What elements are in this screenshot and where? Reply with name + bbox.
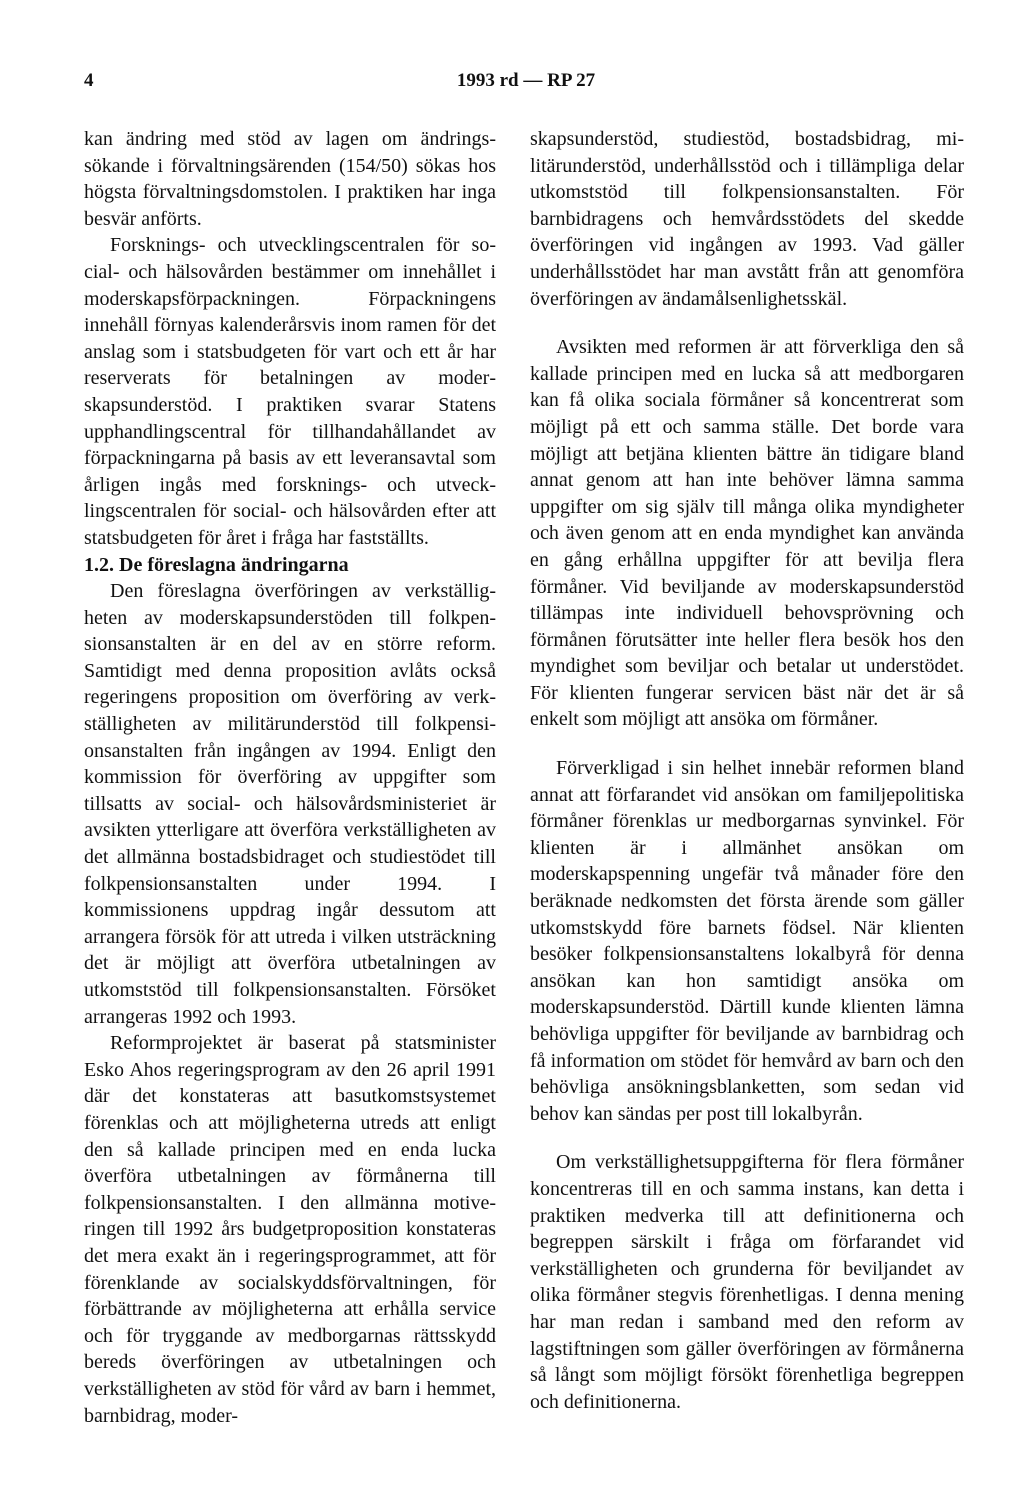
page-header xyxy=(84,70,968,98)
paragraph-right-1: skapsunderstöd, studiestöd, bostadsbidrag, militärunderstöd, underhållsstöd och i tillämpliga delar utkomststöd till folkpensionsanstalten. För barnbidragens och hemvårdsstödets del skedde överföringen vid ingången av 1993. Vad gäller underhållsstödet har man avstått från att genomföra överföringen av ändamålsenlighetsskäl. xyxy=(530,128,964,310)
left-column xyxy=(84,126,496,1429)
paragraph-left-4: Reformprojektet är baserat på statsminister Esko Ahos regeringsprogram av den 26 april 1991 där det konstateras att basutkomstsystemet förenklas och att möjligheterna utreds att enligt den så kallade principen med en enda lucka överföra utbetalningen av förmånerna till folkpensionsanstalten. I den allmänna motiveringen till 1992 års budgetproposition konstateras det mera exakt än i regeringsprogrammet, att för förenklande av socialskyddsförvaltningen, för förbättrande av möjligheterna att erhålla service och för tryggande av medborgarnas rättsskydd bereds överföringen av utbetalningen och verkställigheten av stöd för vård av barn i hemmet, barnbidrag, moder- xyxy=(84,1032,496,1427)
section-heading: 1.2. De föreslagna ändringarna xyxy=(84,553,349,576)
paragraph-right-2: Avsikten med reformen är att förverkliga den så kallade principen med en lucka så att medborgaren kan få olika sociala förmåner så koncentrerat som möjligt på ett och samma ställe. Det borde vara möjligt att betjäna klienten bättre än tidigare bland annat genom att han inte behöver lämna samma uppgifter om sig själv till många olika myndigheter och även genom att en enda myndighet kan använda en gång erhållna uppgifter för att bevilja flera förmåner. Vid beviljande av moderskapsunderstöd tillämpas inte individuell behovsprövning och förmånen förutsätter inte heller flera besök hos den myndighet som beviljar och betalar ut understödet. För klienten fungerar servicen bäst när det är så enkelt som möjligt att ansöka om förmåner. xyxy=(530,336,964,731)
paragraph-right-4: Om verkställighetsuppgifterna för flera förmåner koncentreras till en och samma instans, kan detta i praktiken medverka till att definitionerna och begreppen särskilt i fråga om förfarandet vid verkställigheten och grunderna för beviljandet av olika förmåner stegvis förenhetligas. I denna mening har man redan i samband med den reform av lagstiftningen som gäller överföringen av förmånerna så långt som möjligt försökt förenhetliga begreppen och definitionerna. xyxy=(530,1151,964,1413)
page-number: 4 xyxy=(84,70,94,91)
paragraph-left-2: Forsknings- och utvecklingscentralen för social- och hälsovården bestämmer om innehållet i moderskapsförpackningen. Förpackningens innehåll förnyas kalenderårsvis inom ramen för det anslag som i statsbudgeten för vart och ett år har reserverats för betalningen av moderskapsunderstöd. I praktiken svarar Statens upphandlingscentral för tillhandahållandet av förpackningarna på basis av ett leveransavtal som årligen ingås med forsknings- och utvecklingscentralen för social- och hälsovården efter att statsbudgeten för året i fråga har fastställts. xyxy=(84,234,496,549)
running-title: 1993 rd — RP 27 xyxy=(456,70,596,91)
paragraph-right-3: Förverkligad i sin helhet innebär reformen bland annat att förfarandet vid ansökan om familjepolitiska förmåner förenklas ur medborgarnas synvinkel. För klienten är i allmänhet ansökan om moderskapspenning ungefär två månader före den beräknade nedkomsten det första ärende som gäller utkomstskydd före barnets födsel. När klienten besöker folkpensionsanstaltens lokalbyrå för denna ansökan kan hon samtidigt ansöka om moderskapsunderstöd. Därtill kunde klienten lämna behövliga uppgifter för beviljande av barnbidrag och få information om stödet för hemvård av barn och den behövliga ansökningsblanketten, som sedan vid behov kan sändas per post till lokalbyrån. xyxy=(530,757,964,1125)
paragraph-left-1: kan ändring med stöd av lagen om ändringssökande i förvaltningsärenden (154/50) sökas hos högsta förvaltningsdomstolen. I praktiken har inga besvär anförts. xyxy=(84,128,496,230)
right-column xyxy=(530,126,964,1415)
paragraph-left-3: Den föreslagna överföringen av verkställigheten av moderskapsunderstöden till folkpensionsanstalten är en del av en större reform. Samtidigt med denna proposition avlåts också regeringens proposition om överföring av verkställigheten av militärunderstöd till folkpensionsanstalten från ingången av 1994. Enligt den kommission för överföring av uppgifter som tillsatts av social- och hälsovårdsministeriet är avsikten ytterligare att överföra verkställigheten av det allmänna bostadsbidraget och studiestödet till folkpensionsanstalten under 1994. I kommissionens uppdrag ingår dessutom att arrangera försök för att utreda i vilken utsträckning det är möjligt att överföra utbetalningen av utkomststöd till folkpensionsanstalten. Försöket arrangeras 1992 och 1993. xyxy=(84,580,496,1028)
